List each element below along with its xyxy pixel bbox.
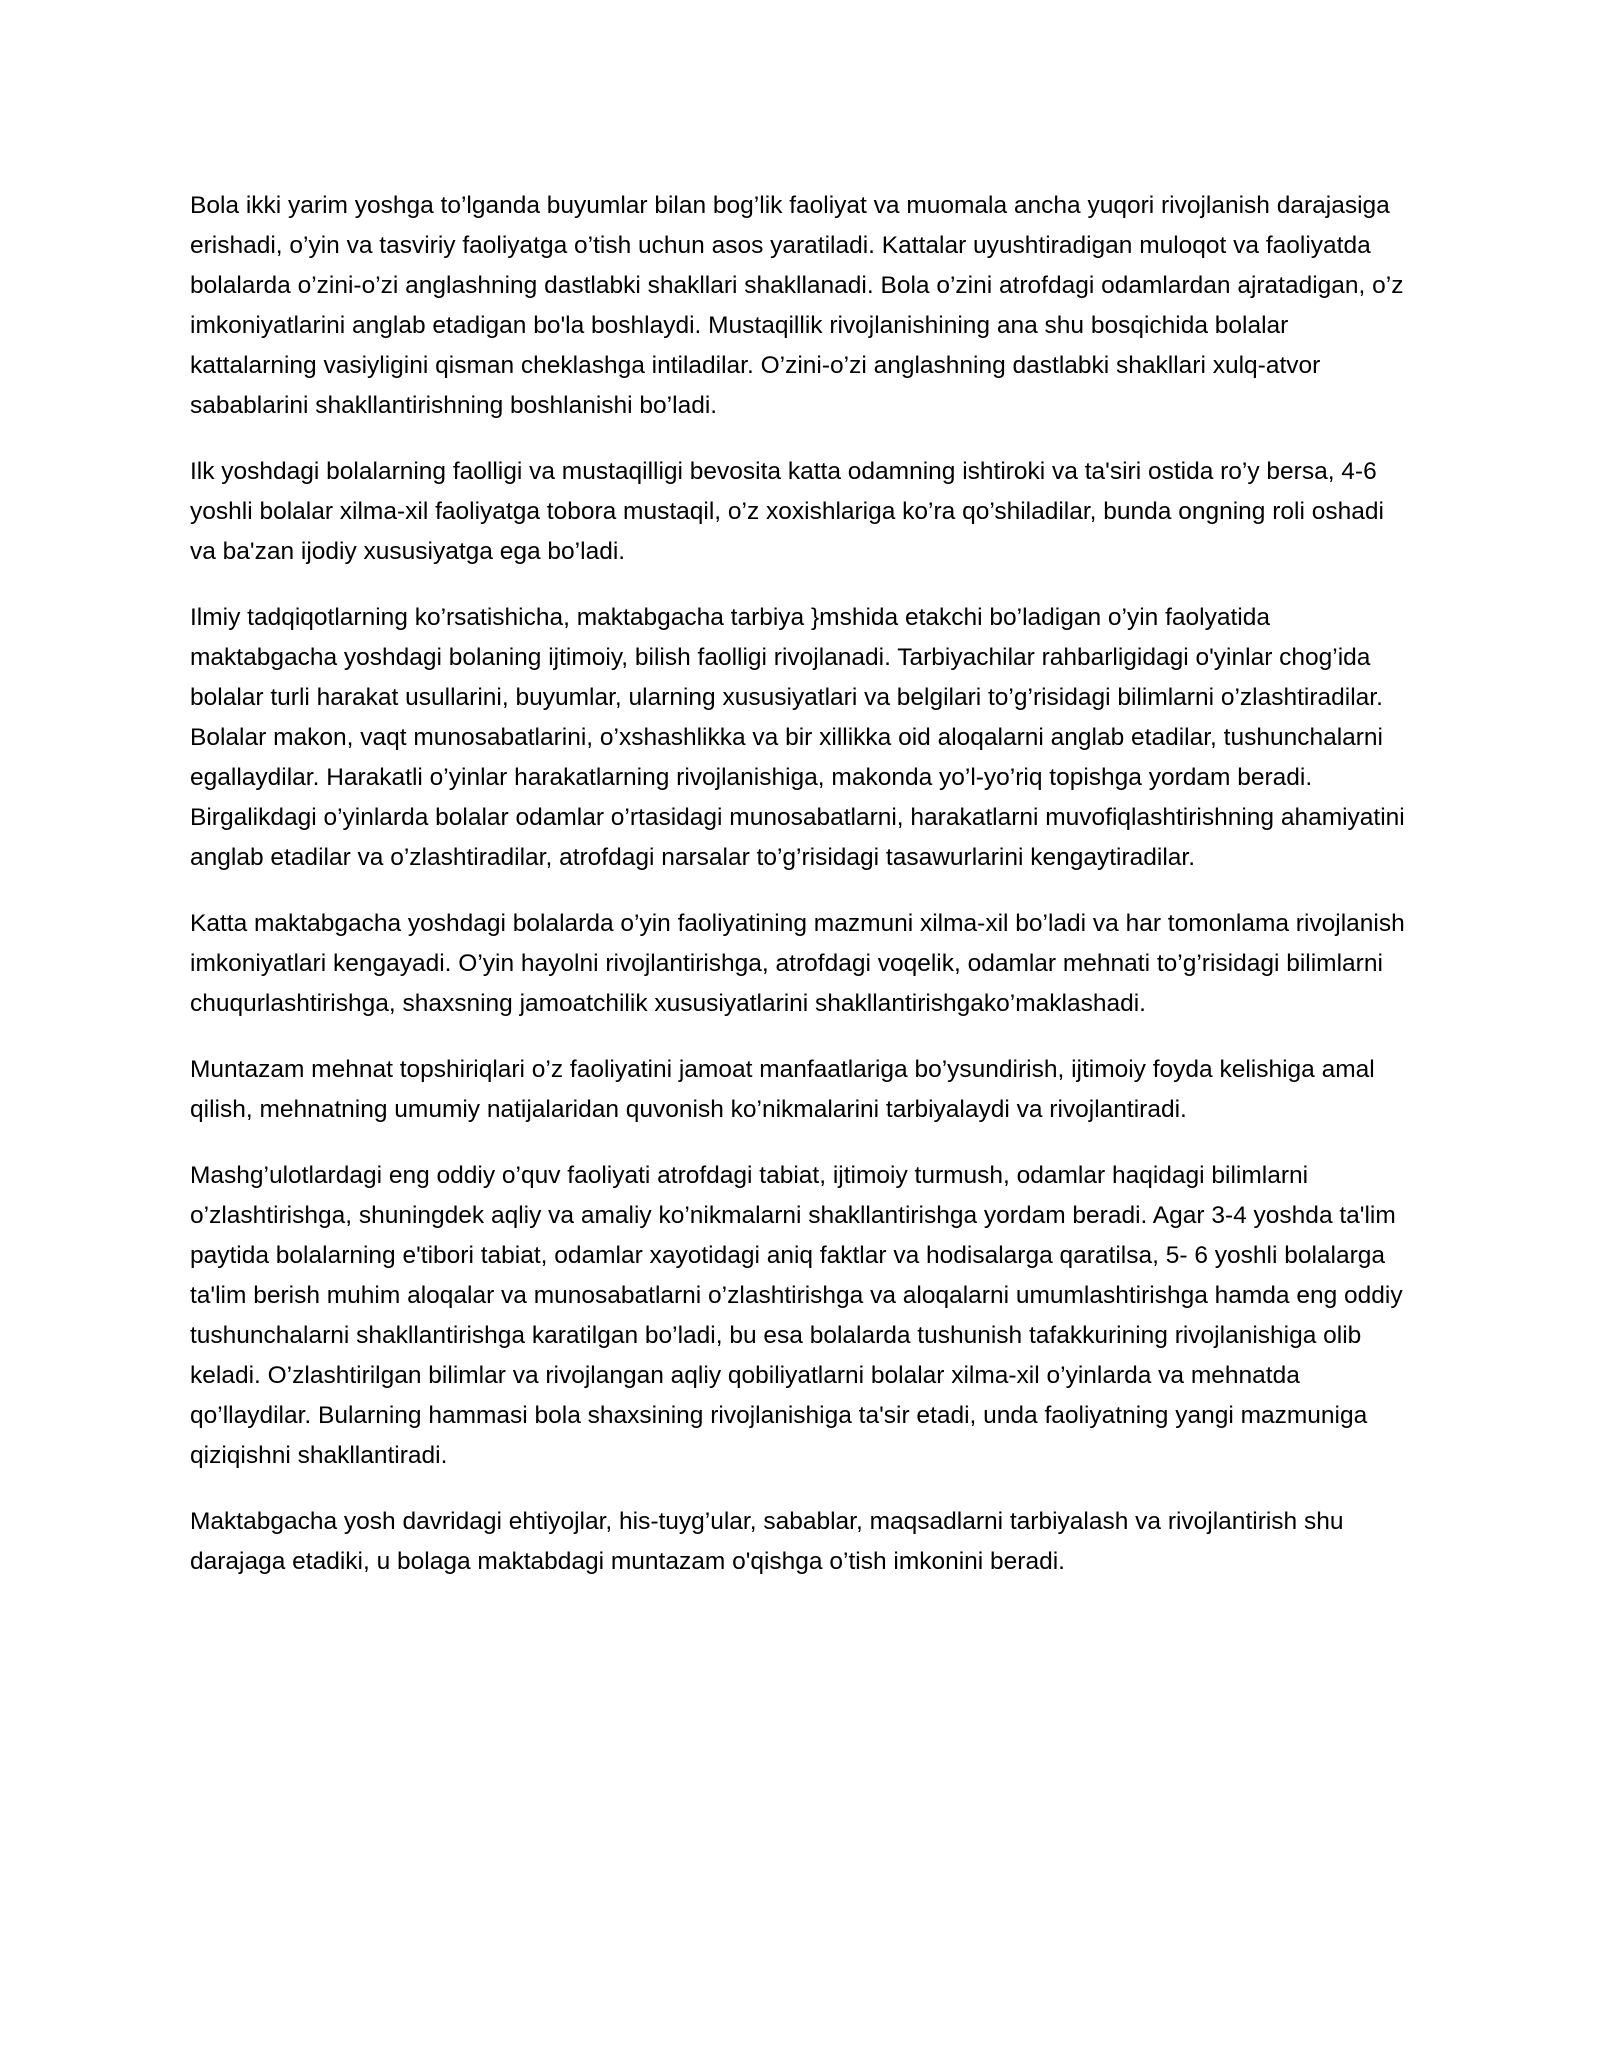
- paragraph-5: Muntazam mehnat topshiriqlari o’z faoliyatini jamoat manfaatlariga bo’ysundirish, ijtimoiy foyda kelishiga amal qilish, mehnatning umumiy natijalaridan quvonish ko’nikmalarini tarbiyalaydi va rivojlantiradi.: [190, 1056, 1375, 1123]
- paragraph-2: Ilk yoshdagi bolalarning faolligi va mustaqilligi bevosita katta odamning ishtiroki va ta'siri ostida ro’y bersa, 4-6 yoshli bolalar xilma-xil faoliyatga tobora mustaqil, o’z xoxishlariga ko’ra qo’shiladilar, bunda ongning roli oshadi va ba'zan ijodiy xususiyatga ega bo’ladi.: [190, 458, 1384, 565]
- paragraph-3: Ilmiy tadqiqotlarning ko’rsatishicha, maktabgacha tarbiya }mshida etakchi bo’ladigan o’yin faolyatida maktabgacha yoshdagi bolaning ijtimoiy, bilish faolligi rivojlanadi. Tarbiyachilar rahbarligidagi o'yinlar chog’ida bolalar turli harakat usullarini, buyumlar, ularning xususiyatlari va belgilari to’g’risidagi bilimlarni o’zlashtiradilar. Bolalar makon, vaqt munosabatlarini, o’xshashlikka va bir xillikka oid aloqalarni anglab etadilar, tushunchalarni egallaydilar. Harakatli o’yinlar harakatlarning rivojlanishiga, makonda yo’l-yo’riq topishga yordam beradi. Birgalikdagi o’yinlarda bolalar odamlar o’rtasidagi munosabatlarni, harakatlarni muvofiqlashtirishning ahamiyatini anglab etadilar va o’zlashtiradilar, atrofdagi narsalar to’g’risidagi tasawurlarini kengaytiradilar.: [190, 604, 1405, 871]
- paragraph-1: Bola ikki yarim yoshga to’lganda buyumlar bilan bog’lik faoliyat va muomala ancha yuqori rivojlanish darajasiga erishadi, o’yin va tasviriy faoliyatga o’tish uchun asos yaratiladi. Kattalar uyushtiradigan muloqot va faoliyatda bolalarda o’zini-o’zi anglashning dastlabki shakllari shakllanadi. Bola o’zini atrofdagi odamlardan ajratadigan, o’z imkoniyatlarini anglab etadigan bo'la boshlaydi. Mustaqillik rivojlanishining ana shu bosqichida bolalar kattalarning vasiyligini qisman cheklashga intiladilar. O’zini-o’zi anglashning dastlabki shakllari xulq-atvor sabablarini shakllantirishning boshlanishi bo’ladi.: [190, 192, 1404, 419]
- paragraph-6: Mashg’ulotlardagi eng oddiy o’quv faoliyati atrofdagi tabiat, ijtimoiy turmush, odamlar haqidagi bilimlarni o’zlashtirishga, shuningdek aqliy va amaliy ko’nikmalarni shakllantirishga yordam beradi. Agar 3-4 yoshda ta'lim paytida bolalarning e'tibori tabiat, odamlar xayotidagi aniq faktlar va hodisalarga qaratilsa, 5- 6 yoshli bolalarga ta'lim berish muhim aloqalar va munosabatlarni o’zlashtirishga va aloqalarni umumlashtirishga hamda eng oddiy tushunchalarni shakllantirishga karatilgan bo’ladi, bu esa bolalarda tushunish tafakkurining rivojlanishiga olib keladi. O’zlashtirilgan bilimlar va rivojlangan aqliy qobiliyatlarni bolalar xilma-xil o’yinlarda va mehnatda qo’llaydilar. Bularning hammasi bola shaxsining rivojlanishiga ta'sir etadi, unda faoliyatning yangi mazmuniga qiziqishni shakllantiradi.: [190, 1162, 1403, 1469]
- document-body: [190, 186, 1410, 1608]
- paragraph-7: Maktabgacha yosh davridagi ehtiyojlar, his-tuyg’ular, sabablar, maqsadlarni tarbiyalash va rivojlantirish shu darajaga etadiki, u bolaga maktabdagi muntazam o'qishga o’tish imkonini beradi.: [190, 1508, 1344, 1575]
- paragraph-4: Katta maktabgacha yoshdagi bolalarda o’yin faoliyatining mazmuni xilma-xil bo’ladi va har tomonlama rivojlanish imkoniyatlari kengayadi. O’yin hayolni rivojlantirishga, atrofdagi voqelik, odamlar mehnati to’g’risidagi bilimlarni chuqurlashtirishga, shaxsning jamoatchilik xususiyatlarini shakllantirishgako’maklashadi.: [190, 910, 1405, 1017]
